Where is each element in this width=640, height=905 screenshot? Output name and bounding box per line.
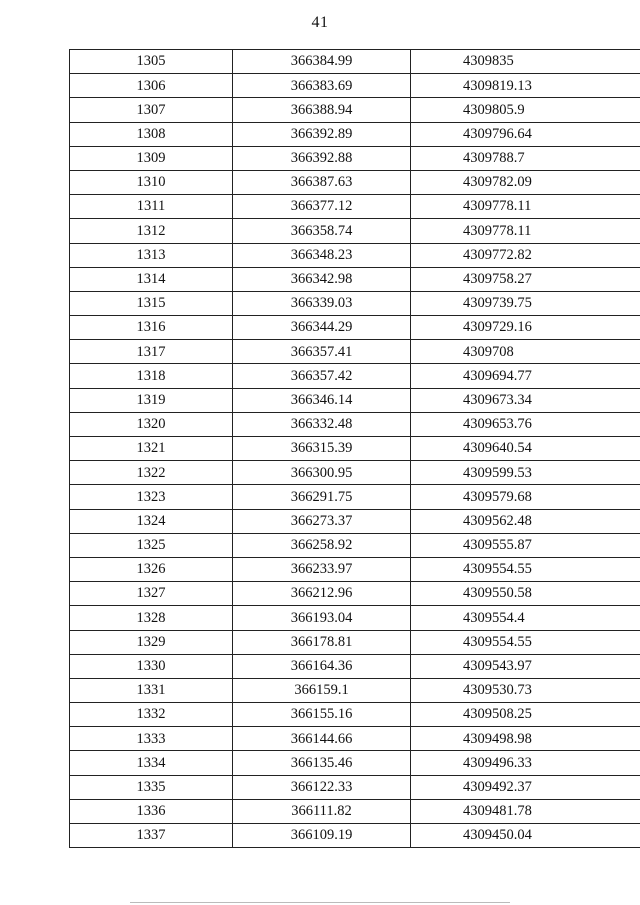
x-coordinate-cell: 366384.99: [233, 50, 411, 74]
table-row: [70, 461, 640, 485]
point-number-cell: 1306: [70, 74, 233, 98]
table-row: [70, 485, 640, 509]
x-coordinate-cell: 366258.92: [233, 533, 411, 557]
x-coordinate-cell: 366357.42: [233, 364, 411, 388]
table-row: [70, 606, 640, 630]
table-row: [70, 267, 640, 291]
point-number-cell: 1329: [70, 630, 233, 654]
point-number-cell: 1330: [70, 654, 233, 678]
x-coordinate-cell: 366387.63: [233, 170, 411, 194]
point-number-cell: 1307: [70, 98, 233, 122]
point-number-cell: 1335: [70, 775, 233, 799]
table-row: [70, 703, 640, 727]
point-number-cell: 1318: [70, 364, 233, 388]
point-number-cell: 1334: [70, 751, 233, 775]
point-number-cell: 1316: [70, 316, 233, 340]
point-number-cell: 1333: [70, 727, 233, 751]
x-coordinate-cell: 366291.75: [233, 485, 411, 509]
y-coordinate-cell: 4309492.37: [411, 775, 640, 799]
x-coordinate-cell: 366178.81: [233, 630, 411, 654]
y-coordinate-cell: 4309782.09: [411, 170, 640, 194]
table-row: [70, 170, 640, 194]
point-number-cell: 1310: [70, 170, 233, 194]
point-number-cell: 1328: [70, 606, 233, 630]
y-coordinate-cell: 4309708: [411, 340, 640, 364]
point-number-cell: 1323: [70, 485, 233, 509]
x-coordinate-cell: 366357.41: [233, 340, 411, 364]
point-number-cell: 1336: [70, 799, 233, 823]
point-number-cell: 1321: [70, 437, 233, 461]
x-coordinate-cell: 366300.95: [233, 461, 411, 485]
point-number-cell: 1309: [70, 146, 233, 170]
table-row: [70, 751, 640, 775]
x-coordinate-cell: 366233.97: [233, 557, 411, 581]
point-number-cell: 1312: [70, 219, 233, 243]
table-row: [70, 122, 640, 146]
table-row: [70, 509, 640, 533]
x-coordinate-cell: 366193.04: [233, 606, 411, 630]
point-number-cell: 1319: [70, 388, 233, 412]
x-coordinate-cell: 366109.19: [233, 824, 411, 848]
y-coordinate-cell: 4309498.98: [411, 727, 640, 751]
table-row: [70, 74, 640, 98]
table-row: [70, 364, 640, 388]
x-coordinate-cell: 366159.1: [233, 678, 411, 702]
x-coordinate-cell: 366346.14: [233, 388, 411, 412]
table-row: [70, 437, 640, 461]
x-coordinate-cell: 366392.88: [233, 146, 411, 170]
table-row: [70, 388, 640, 412]
point-number-cell: 1322: [70, 461, 233, 485]
y-coordinate-cell: 4309788.7: [411, 146, 640, 170]
y-coordinate-cell: 4309778.11: [411, 219, 640, 243]
y-coordinate-cell: 4309778.11: [411, 195, 640, 219]
point-number-cell: 1327: [70, 582, 233, 606]
point-number-cell: 1320: [70, 412, 233, 436]
x-coordinate-cell: 366339.03: [233, 291, 411, 315]
point-number-cell: 1311: [70, 195, 233, 219]
table-row: [70, 316, 640, 340]
y-coordinate-cell: 4309555.87: [411, 533, 640, 557]
y-coordinate-cell: 4309772.82: [411, 243, 640, 267]
x-coordinate-cell: 366344.29: [233, 316, 411, 340]
x-coordinate-cell: 366332.48: [233, 412, 411, 436]
table-row: [70, 533, 640, 557]
y-coordinate-cell: 4309450.04: [411, 824, 640, 848]
table-row: [70, 654, 640, 678]
x-coordinate-cell: 366155.16: [233, 703, 411, 727]
table-row: [70, 146, 640, 170]
y-coordinate-cell: 4309805.9: [411, 98, 640, 122]
y-coordinate-cell: 4309758.27: [411, 267, 640, 291]
y-coordinate-cell: 4309554.55: [411, 630, 640, 654]
x-coordinate-cell: 366358.74: [233, 219, 411, 243]
table-row: [70, 582, 640, 606]
y-coordinate-cell: 4309694.77: [411, 364, 640, 388]
table-row: [70, 557, 640, 581]
y-coordinate-cell: 4309653.76: [411, 412, 640, 436]
y-coordinate-cell: 4309835: [411, 50, 640, 74]
bottom-divider: [130, 902, 510, 903]
y-coordinate-cell: 4309729.16: [411, 316, 640, 340]
y-coordinate-cell: 4309530.73: [411, 678, 640, 702]
x-coordinate-cell: 366122.33: [233, 775, 411, 799]
point-number-cell: 1313: [70, 243, 233, 267]
x-coordinate-cell: 366111.82: [233, 799, 411, 823]
table-row: [70, 630, 640, 654]
point-number-cell: 1305: [70, 50, 233, 74]
point-number-cell: 1325: [70, 533, 233, 557]
y-coordinate-cell: 4309562.48: [411, 509, 640, 533]
point-number-cell: 1326: [70, 557, 233, 581]
table-row: [70, 678, 640, 702]
y-coordinate-cell: 4309599.53: [411, 461, 640, 485]
y-coordinate-cell: 4309796.64: [411, 122, 640, 146]
y-coordinate-cell: 4309481.78: [411, 799, 640, 823]
point-number-cell: 1314: [70, 267, 233, 291]
y-coordinate-cell: 4309739.75: [411, 291, 640, 315]
x-coordinate-cell: 366383.69: [233, 74, 411, 98]
y-coordinate-cell: 4309554.4: [411, 606, 640, 630]
table-row: [70, 243, 640, 267]
x-coordinate-cell: 366388.94: [233, 98, 411, 122]
table-row: [70, 98, 640, 122]
point-number-cell: 1317: [70, 340, 233, 364]
table-body: [70, 50, 640, 848]
point-number-cell: 1308: [70, 122, 233, 146]
y-coordinate-cell: 4309579.68: [411, 485, 640, 509]
point-number-cell: 1324: [70, 509, 233, 533]
y-coordinate-cell: 4309543.97: [411, 654, 640, 678]
table-row: [70, 799, 640, 823]
y-coordinate-cell: 4309819.13: [411, 74, 640, 98]
table-row: [70, 50, 640, 74]
x-coordinate-cell: 366348.23: [233, 243, 411, 267]
x-coordinate-cell: 366392.89: [233, 122, 411, 146]
point-number-cell: 1337: [70, 824, 233, 848]
y-coordinate-cell: 4309496.33: [411, 751, 640, 775]
y-coordinate-cell: 4309673.34: [411, 388, 640, 412]
x-coordinate-cell: 366342.98: [233, 267, 411, 291]
point-number-cell: 1315: [70, 291, 233, 315]
page-number: 41: [311, 14, 329, 31]
coordinates-table: [69, 49, 640, 848]
table-row: [70, 775, 640, 799]
table-row: [70, 824, 640, 848]
x-coordinate-cell: 366144.66: [233, 727, 411, 751]
x-coordinate-cell: 366135.46: [233, 751, 411, 775]
table-row: [70, 195, 640, 219]
y-coordinate-cell: 4309550.58: [411, 582, 640, 606]
table-row: [70, 219, 640, 243]
point-number-cell: 1331: [70, 678, 233, 702]
x-coordinate-cell: 366273.37: [233, 509, 411, 533]
y-coordinate-cell: 4309508.25: [411, 703, 640, 727]
y-coordinate-cell: 4309640.54: [411, 437, 640, 461]
x-coordinate-cell: 366164.36: [233, 654, 411, 678]
table-row: [70, 412, 640, 436]
y-coordinate-cell: 4309554.55: [411, 557, 640, 581]
x-coordinate-cell: 366315.39: [233, 437, 411, 461]
table-row: [70, 340, 640, 364]
point-number-cell: 1332: [70, 703, 233, 727]
table-row: [70, 727, 640, 751]
table-row: [70, 291, 640, 315]
x-coordinate-cell: 366212.96: [233, 582, 411, 606]
x-coordinate-cell: 366377.12: [233, 195, 411, 219]
